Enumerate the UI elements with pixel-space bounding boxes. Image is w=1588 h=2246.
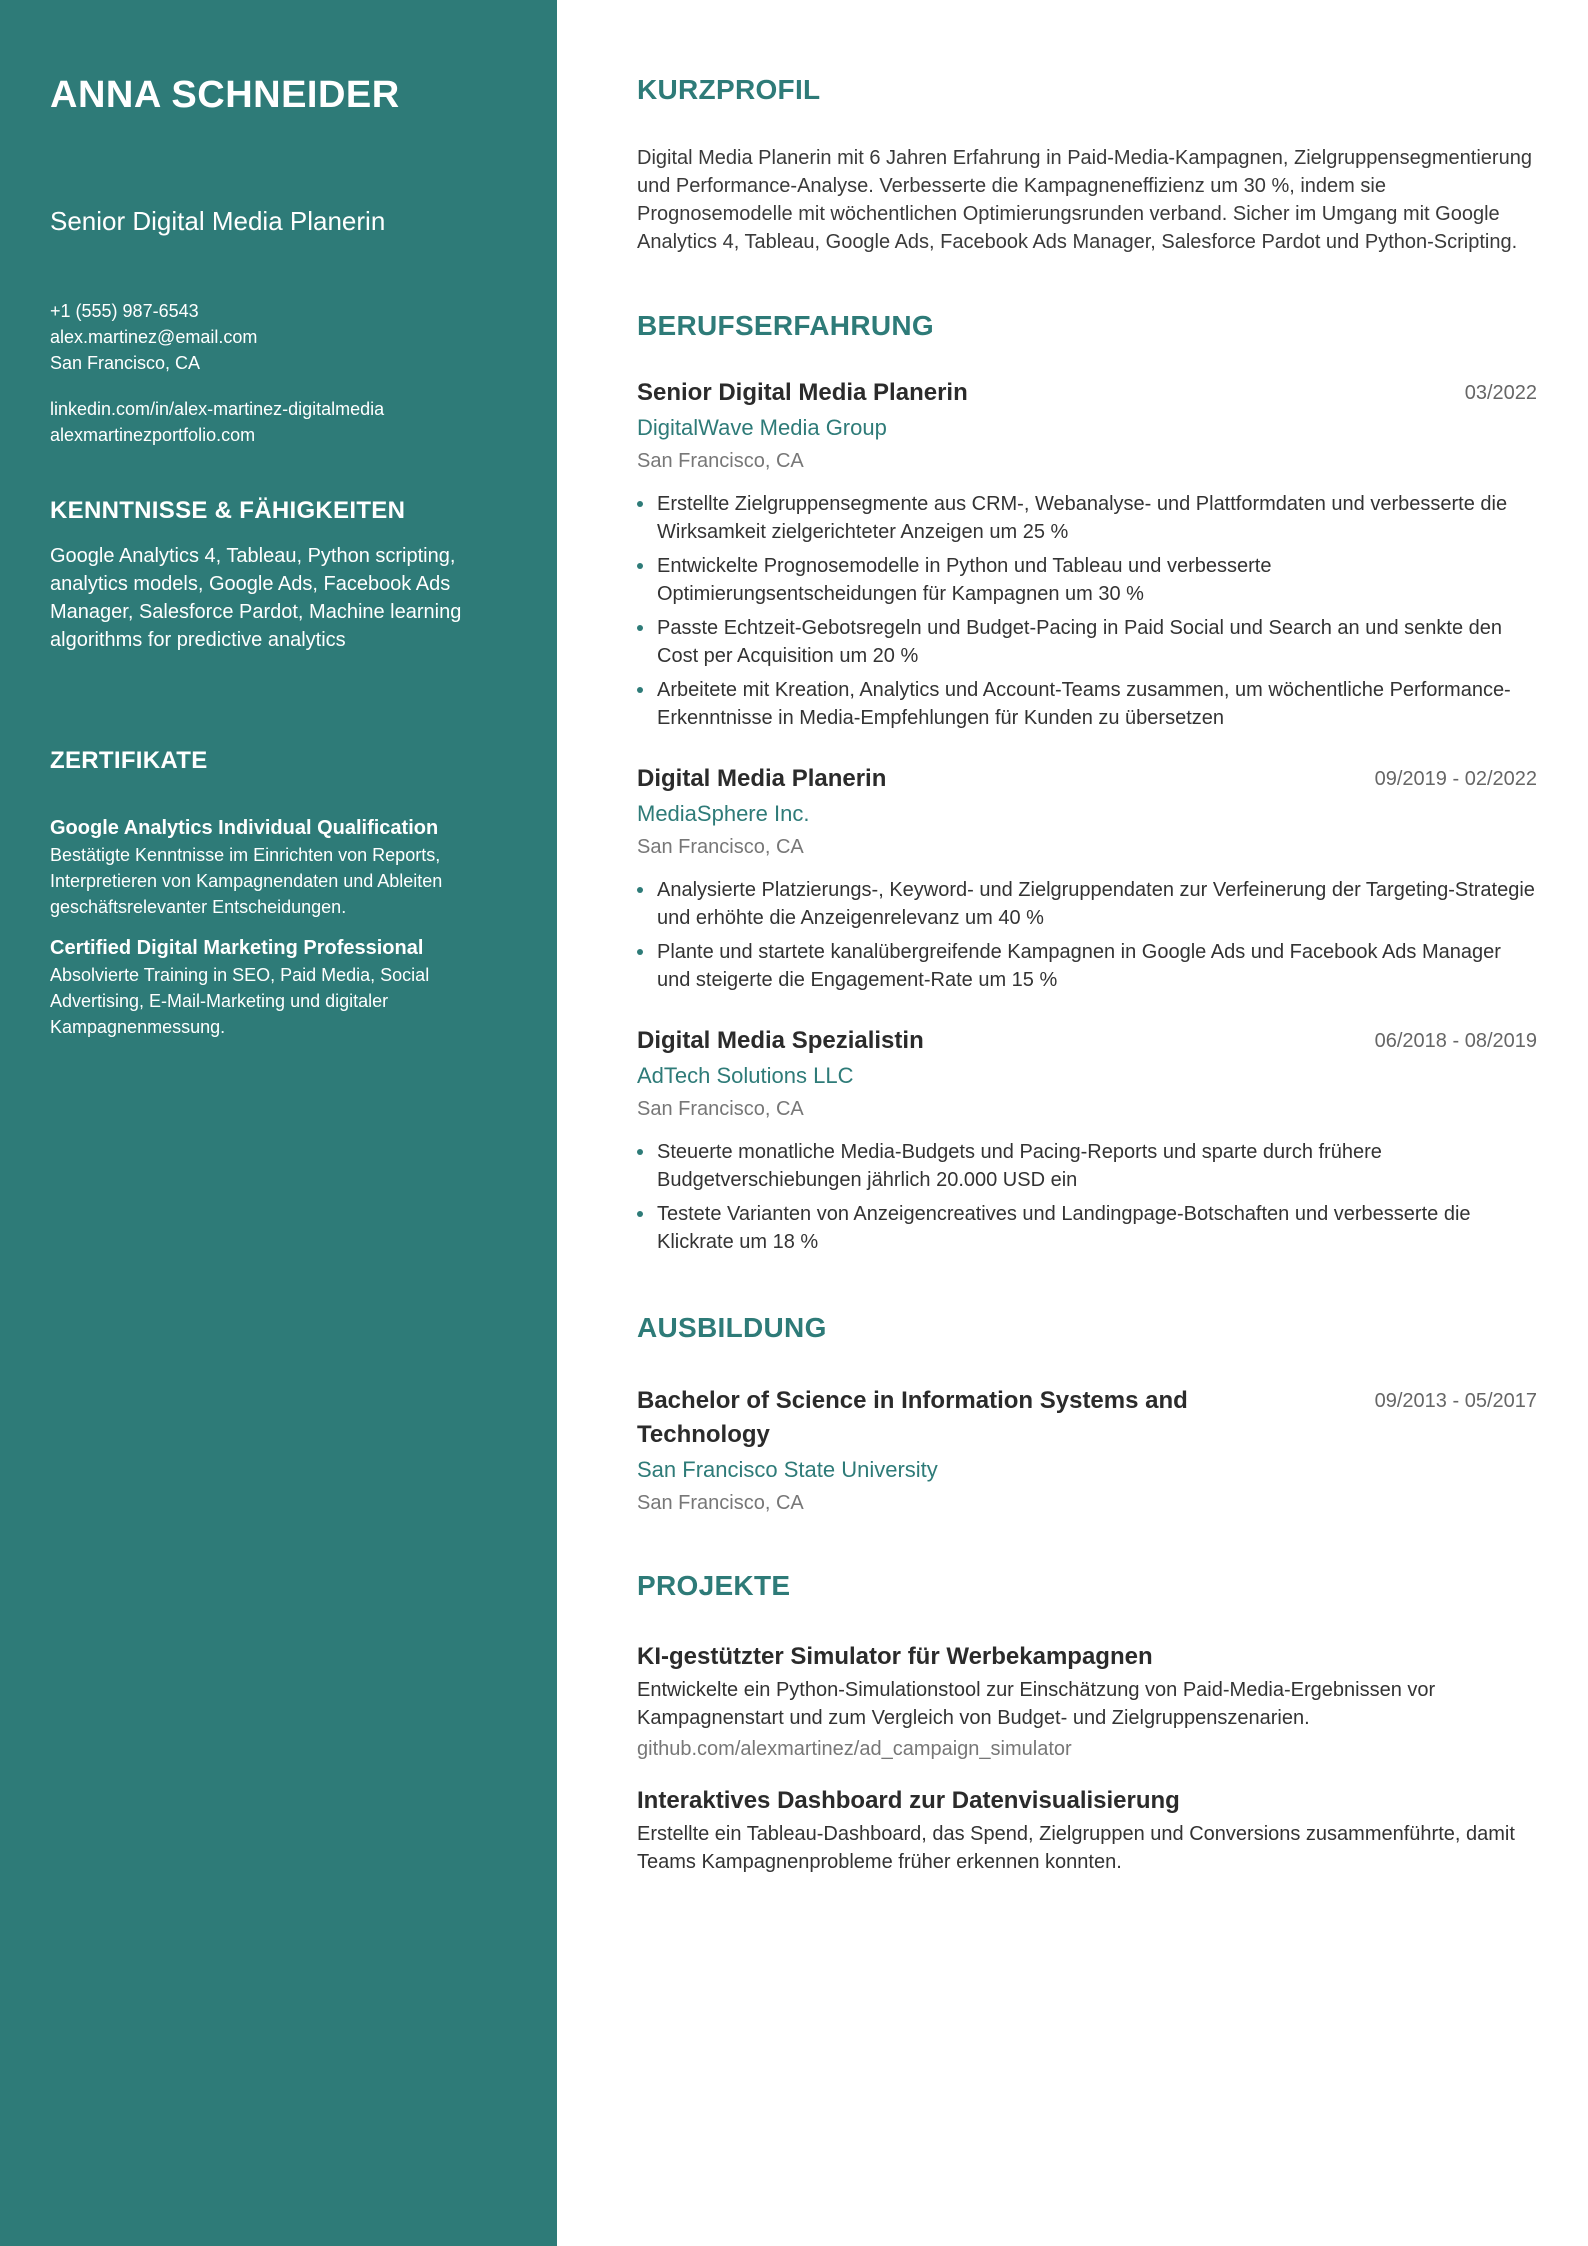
job-header <box>637 1024 1537 1058</box>
job-header <box>637 376 1537 410</box>
job-bullet: Analysierte Platzierungs-, Keyword- und Zielgruppendaten zur Verfeinerung der Targeting-Strategie und erhöhte die Anzeigenrelevanz um 40 % <box>637 876 1537 932</box>
contact-location: San Francisco, CA <box>50 353 201 373</box>
project-link[interactable]: github.com/alexmartinez/ad_campaign_simulator <box>637 1738 1072 1760</box>
summary-heading: KURZPROFIL <box>637 74 821 105</box>
certificate-description: Bestätigte Kenntnisse im Einrichten von Reports, Interpretieren von Kampagnendaten und Ableiten geschäftsrelevanter Entscheidungen. <box>50 845 443 917</box>
projects-heading: PROJEKTE <box>637 1570 791 1601</box>
job-header <box>637 762 1537 796</box>
education-school: San Francisco State University <box>637 1457 938 1482</box>
contact-basic <box>50 298 507 376</box>
job-bullet: Entwickelte Prognosemodelle in Python und Tableau und verbesserte Optimierungsentscheidungen für Kampagnen um 30 % <box>637 552 1537 608</box>
project-title: KI-gestützter Simulator für Werbekampagnen <box>637 1643 1153 1670</box>
certificate-item <box>50 814 507 920</box>
contact-portfolio-link[interactable]: alexmartinezportfolio.com <box>50 425 256 445</box>
job-bullet: Arbeitete mit Kreation, Analytics und Account-Teams zusammen, um wöchentliche Performance-Erkenntnisse in Media-Empfehlungen für Kunden zu übersetzen <box>637 676 1537 732</box>
certificate-name: Certified Digital Marketing Professional <box>50 937 424 959</box>
job-bullets <box>637 1138 1537 1256</box>
skills-text: Google Analytics 4, Tableau, Python scripting, analytics models, Google Ads, Facebook Ads Manager, Salesforce Pardot, Machine learning algorithms for predictive analytics <box>50 545 462 651</box>
project-description: Erstellte ein Tableau-Dashboard, das Spend, Zielgruppen und Conversions zusammenführte, damit Teams Kampagnenprobleme früher erkennen konnten. <box>637 1823 1515 1873</box>
sidebar <box>0 0 557 2246</box>
job-date: 03/2022 <box>1464 382 1537 404</box>
contact-email[interactable]: alex.martinez@email.com <box>50 327 258 347</box>
job-location: San Francisco, CA <box>637 836 804 858</box>
project-entry <box>637 1784 1537 1876</box>
job-bullets <box>637 876 1537 994</box>
job-company: MediaSphere Inc. <box>637 801 810 826</box>
job-entry <box>637 376 1537 732</box>
job-location: San Francisco, CA <box>637 450 804 472</box>
project-title: Interaktives Dashboard zur Datenvisualisierung <box>637 1787 1180 1814</box>
job-bullet: Passte Echtzeit-Gebotsregeln und Budget-Pacing in Paid Social und Search an und senkte den Cost per Acquisition um 20 % <box>637 614 1537 670</box>
experience-heading: BERUFSERFAHRUNG <box>637 310 934 341</box>
certificate-item <box>50 934 507 1040</box>
project-description: Entwickelte ein Python-Simulationstool zur Einschätzung von Paid-Media-Ergebnissen vor Kampagnenstart und zum Vergleich von Budget- und Zielgruppenszenarien. <box>637 1679 1436 1729</box>
project-entry <box>637 1640 1537 1764</box>
job-bullets <box>637 490 1537 732</box>
main-content <box>557 0 1588 2246</box>
candidate-title: Senior Digital Media Planerin <box>50 206 386 236</box>
contact-links <box>50 396 507 448</box>
certificates-heading: ZERTIFIKATE <box>50 747 208 774</box>
candidate-name: ANNA SCHNEIDER <box>50 74 400 116</box>
education-header <box>637 1384 1537 1452</box>
education-date: 09/2013 - 05/2017 <box>1374 1390 1537 1412</box>
job-title: Digital Media Spezialistin <box>637 1027 924 1054</box>
experience-list <box>637 376 1537 1256</box>
certificates-list <box>50 814 507 1040</box>
education-heading: AUSBILDUNG <box>637 1312 827 1343</box>
job-bullet: Erstellte Zielgruppensegmente aus CRM-, Webanalyse- und Plattformdaten und verbesserte die Wirksamkeit zielgerichteter Anzeigen um 25 % <box>637 490 1537 546</box>
job-bullet: Steuerte monatliche Media-Budgets und Pacing-Reports und sparte durch frühere Budgetverschiebungen jährlich 20.000 USD ein <box>637 1138 1537 1194</box>
job-entry <box>637 762 1537 994</box>
job-date: 06/2018 - 08/2019 <box>1374 1030 1537 1052</box>
skills-heading: KENNTNISSE & FÄHIGKEITEN <box>50 497 406 524</box>
contact-info <box>50 298 507 448</box>
job-company: DigitalWave Media Group <box>637 415 887 440</box>
education-degree: Bachelor of Science in Information Systems and Technology <box>637 1387 1188 1448</box>
job-title: Senior Digital Media Planerin <box>637 379 968 406</box>
certificate-name: Google Analytics Individual Qualification <box>50 817 439 839</box>
job-location: San Francisco, CA <box>637 1098 804 1120</box>
education-location: San Francisco, CA <box>637 1492 804 1514</box>
education-entry <box>637 1384 1537 1518</box>
certificate-description: Absolvierte Training in SEO, Paid Media, Social Advertising, E-Mail-Marketing und digitaler Kampagnenmessung. <box>50 965 430 1037</box>
job-company: AdTech Solutions LLC <box>637 1063 854 1088</box>
job-date: 09/2019 - 02/2022 <box>1374 768 1537 790</box>
contact-phone[interactable]: +1 (555) 987-6543 <box>50 301 199 321</box>
job-title: Digital Media Planerin <box>637 765 887 792</box>
contact-linkedin-link[interactable]: linkedin.com/in/alex-martinez-digitalmedia <box>50 399 385 419</box>
job-bullet: Testete Varianten von Anzeigencreatives und Landingpage-Botschaften und verbesserte die Klickrate um 18 % <box>637 1200 1537 1256</box>
summary-text: Digital Media Planerin mit 6 Jahren Erfahrung in Paid-Media-Kampagnen, Zielgruppensegmentierung und Performance-Analyse. Verbesserte die Kampagneneffizienz um 30 %, indem sie Prognosemodelle mit wöchentlichen Optimierungsrunden verband. Sicher im Umgang mit Google Analytics 4, Tableau, Google Ads, Facebook Ads Manager, Salesforce Pardot und Python-Scripting. <box>637 147 1532 253</box>
job-entry <box>637 1024 1537 1256</box>
job-bullet: Plante und startete kanalübergreifende Kampagnen in Google Ads und Facebook Ads Manager und steigerte die Engagement-Rate um 15 % <box>637 938 1537 994</box>
